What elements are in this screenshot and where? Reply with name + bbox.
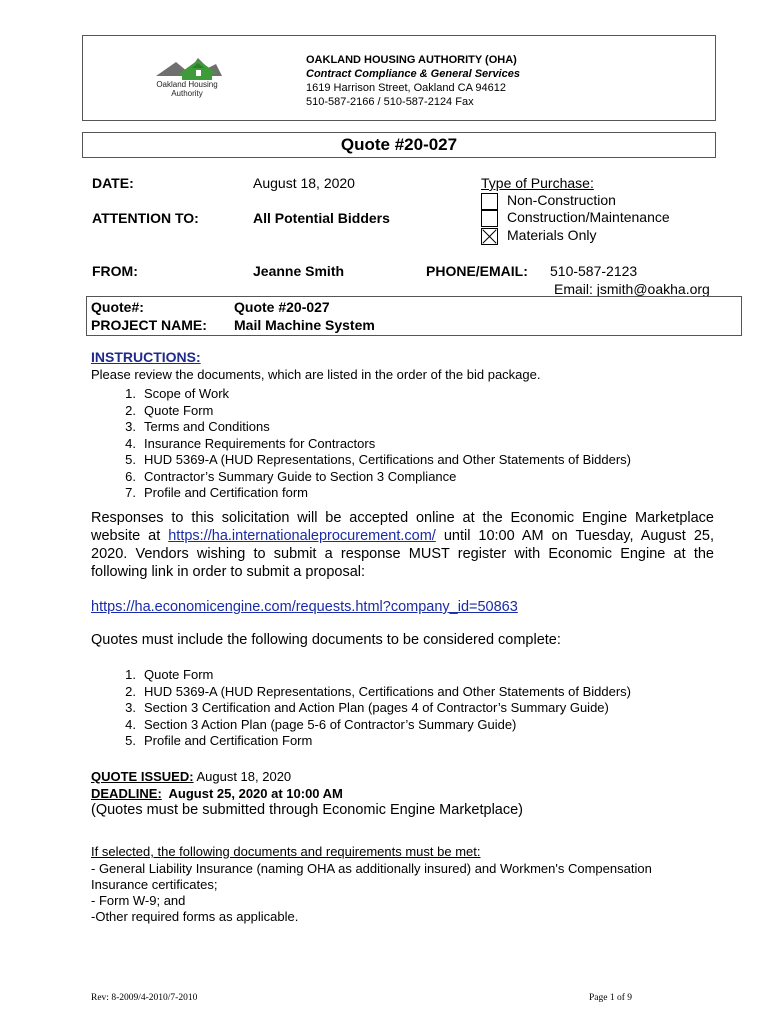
list-item: 5. Profile and Certification Form [125,733,313,748]
quote-title: Quote #20-027 [82,132,716,158]
date-label: DATE: [92,175,134,191]
selected-line-3: - Form W-9; and [91,893,186,908]
submit-note: (Quotes must be submitted through Economic Engine Marketplace) [91,802,523,818]
logo-line-1: Oakland Housing [156,80,218,89]
list-item: 2. Quote Form [125,402,214,418]
logo-line-2: Authority [171,89,203,98]
letterhead-text [306,53,520,109]
org-name: OAKLAND HOUSING AUTHORITY (OHA) [306,54,517,66]
org-address: 1619 Harrison Street, Oakland CA 94612 [306,82,506,94]
responses-paragraph: Responses to this solicitation will be accepted online at the Economic Engine Marketplace website at https://ha.internationaleprocurement.com/ until 10:00 AM on Tuesday, August 25, 2020. Vendors wishing to submit a response MUST register with Economic Engine at the following link in order to submit a proposal: [91,510,714,580]
quote-issued-label: QUOTE ISSUED: [91,769,194,784]
from-label: FROM: [92,263,138,279]
phone-value: 510-587-2123 [550,263,638,279]
revision-footer: Rev: 8-2009/4-2010/7-2010 [91,993,198,1003]
non-construction-label: Non-Construction [507,192,616,208]
selected-heading: If selected, the following documents and requirements must be met: [91,844,481,859]
required-docs-list [114,667,631,750]
register-link[interactable]: https://ha.economicengine.com/requests.html?company_id=50863 [91,599,518,615]
quote-number-value: Quote #20-027 [234,299,330,315]
selected-line-1: - General Liability Insurance (naming OHA as additionally insured) and Workmen's Compensation [91,861,652,876]
list-item: 5. HUD 5369-A (HUD Representations, Certifications and Other Statements of Bidders) [125,452,631,467]
construction-maintenance-checkbox[interactable] [481,210,498,227]
list-item: 1. Scope of Work [125,386,230,401]
project-name-label: PROJECT NAME: [91,317,207,333]
required-docs-intro: Quotes must include the following documents to be considered complete: [91,632,561,648]
list-item: 2. HUD 5369-A (HUD Representations, Certifications and Other Statements of Bidders) [125,683,631,699]
department-name: Contract Compliance & General Services [306,68,520,80]
page-number: Page 1 of 9 [589,993,633,1003]
deadline-line [91,786,343,801]
instructions-intro: Please review the documents, which are listed in the order of the bid package. [91,367,541,382]
procurement-link[interactable]: https://ha.internationaleprocurement.com/ [168,528,436,544]
deadline-label: DEADLINE: [91,786,162,801]
instructions-list [114,386,631,502]
project-name-value: Mail Machine System [234,317,375,333]
quote-issued-line [91,769,291,784]
attention-label: ATTENTION TO: [92,210,199,226]
list-item: 4. Insurance Requirements for Contractors [125,435,376,451]
list-item: 6. Contractor’s Summary Guide to Section 3 Compliance [125,468,457,484]
list-item: 7. Profile and Certification form [125,485,309,500]
email-value: Email: jsmith@oakha.org [554,281,710,297]
non-construction-checkbox[interactable] [481,193,498,210]
from-value: Jeanne Smith [253,263,345,279]
construction-maintenance-label: Construction/Maintenance [507,209,670,225]
selected-line-4: -Other required forms as applicable. [91,909,299,924]
selected-line-2: Insurance certificates; [91,877,218,892]
instructions-heading: INSTRUCTIONS: [91,349,201,365]
materials-only-label: Materials Only [507,227,597,243]
phone-email-label: PHONE/EMAIL: [426,263,528,279]
quote-issued-value: August 18, 2020 [193,769,292,784]
org-phone-fax: 510-587-2166 / 510-587-2124 Fax [306,96,474,108]
list-item: 3. Section 3 Certification and Action Plan (pages 4 of Contractor’s Summary Guide) [125,700,609,715]
purchase-type-label: Type of Purchase: [481,175,594,191]
deadline-value: August 25, 2020 at 10:00 AM [161,786,343,801]
logo-text [146,80,228,98]
list-item: 3. Terms and Conditions [125,419,270,434]
list-item: 4. Section 3 Action Plan (page 5-6 of Contractor’s Summary Guide) [125,716,517,732]
list-item: 1. Quote Form [125,667,214,682]
materials-only-checkbox[interactable] [481,228,498,245]
quote-number-label: Quote#: [91,299,144,315]
attention-value: All Potential Bidders [253,210,390,226]
date-value: August 18, 2020 [253,175,355,191]
